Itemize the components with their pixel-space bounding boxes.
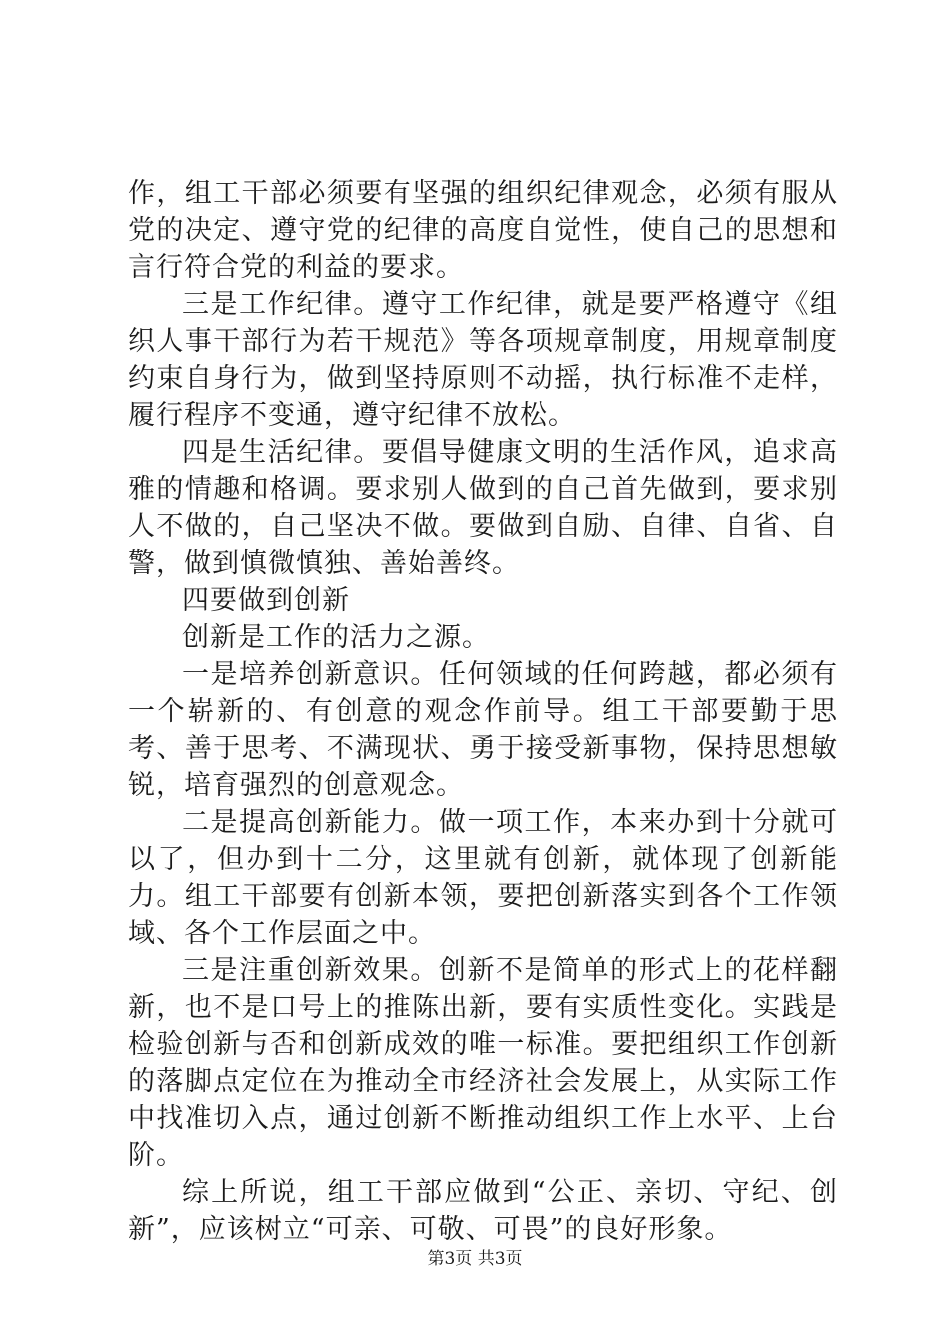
paragraph-1: 作，组工干部必须要有坚强的组织纪律观念，必须有服从党的决定、遵守党的纪律的高度自觉性，使自己的思想和言行符合党的利益的要求。 <box>128 178 838 283</box>
paragraph-3: 四是生活纪律。要倡导健康文明的生活作风，追求高雅的情趣和格调。要求别人做到的自己首先做到，要求别人不做的，自己坚决不做。要做到自励、自律、自省、自警，做到慎微慎独、善始善终。 <box>128 437 838 579</box>
section-heading: 四要做到创新 <box>182 585 350 616</box>
paragraph-9: 综上所说，组工干部应做到“公正、亲切、守纪、创新”，应该树立“可亲、可敬、可畏”的良好形象。 <box>128 1177 838 1245</box>
page-footer: 第3页 共3页 <box>427 1249 523 1269</box>
paragraph-8: 三是注重创新效果。创新不是简单的形式上的花样翻新，也不是口号上的推陈出新，要有实质性变化。实践是检验创新与否和创新成效的唯一标准。要把组织工作创新的落脚点定位在为推动全市经济社会发展上，从实际工作中找准切入点，通过创新不断推动组织工作上水平、上台阶。 <box>128 955 838 1171</box>
paragraph-5: 创新是工作的活力之源。 <box>182 622 490 653</box>
paragraph-6: 一是培养创新意识。任何领域的任何跨越，都必须有一个崭新的、有创意的观念作前导。组工干部要勤于思考、善于思考、不满现状、勇于接受新事物，保持思想敏锐，培育强烈的创意观念。 <box>128 659 838 801</box>
paragraph-2: 三是工作纪律。遵守工作纪律，就是要严格遵守《组织人事干部行为若干规范》等各项规章制度，用规章制度约束自身行为，做到坚持原则不动摇，执行标准不走样，履行程序不变通，遵守纪律不放松。 <box>128 289 838 431</box>
paragraph-7: 二是提高创新能力。做一项工作，本来办到十分就可以了，但办到十二分，这里就有创新，就体现了创新能力。组工干部要有创新本领，要把创新落实到各个工作领域、各个工作层面之中。 <box>128 807 838 949</box>
document-body <box>128 175 838 1248</box>
